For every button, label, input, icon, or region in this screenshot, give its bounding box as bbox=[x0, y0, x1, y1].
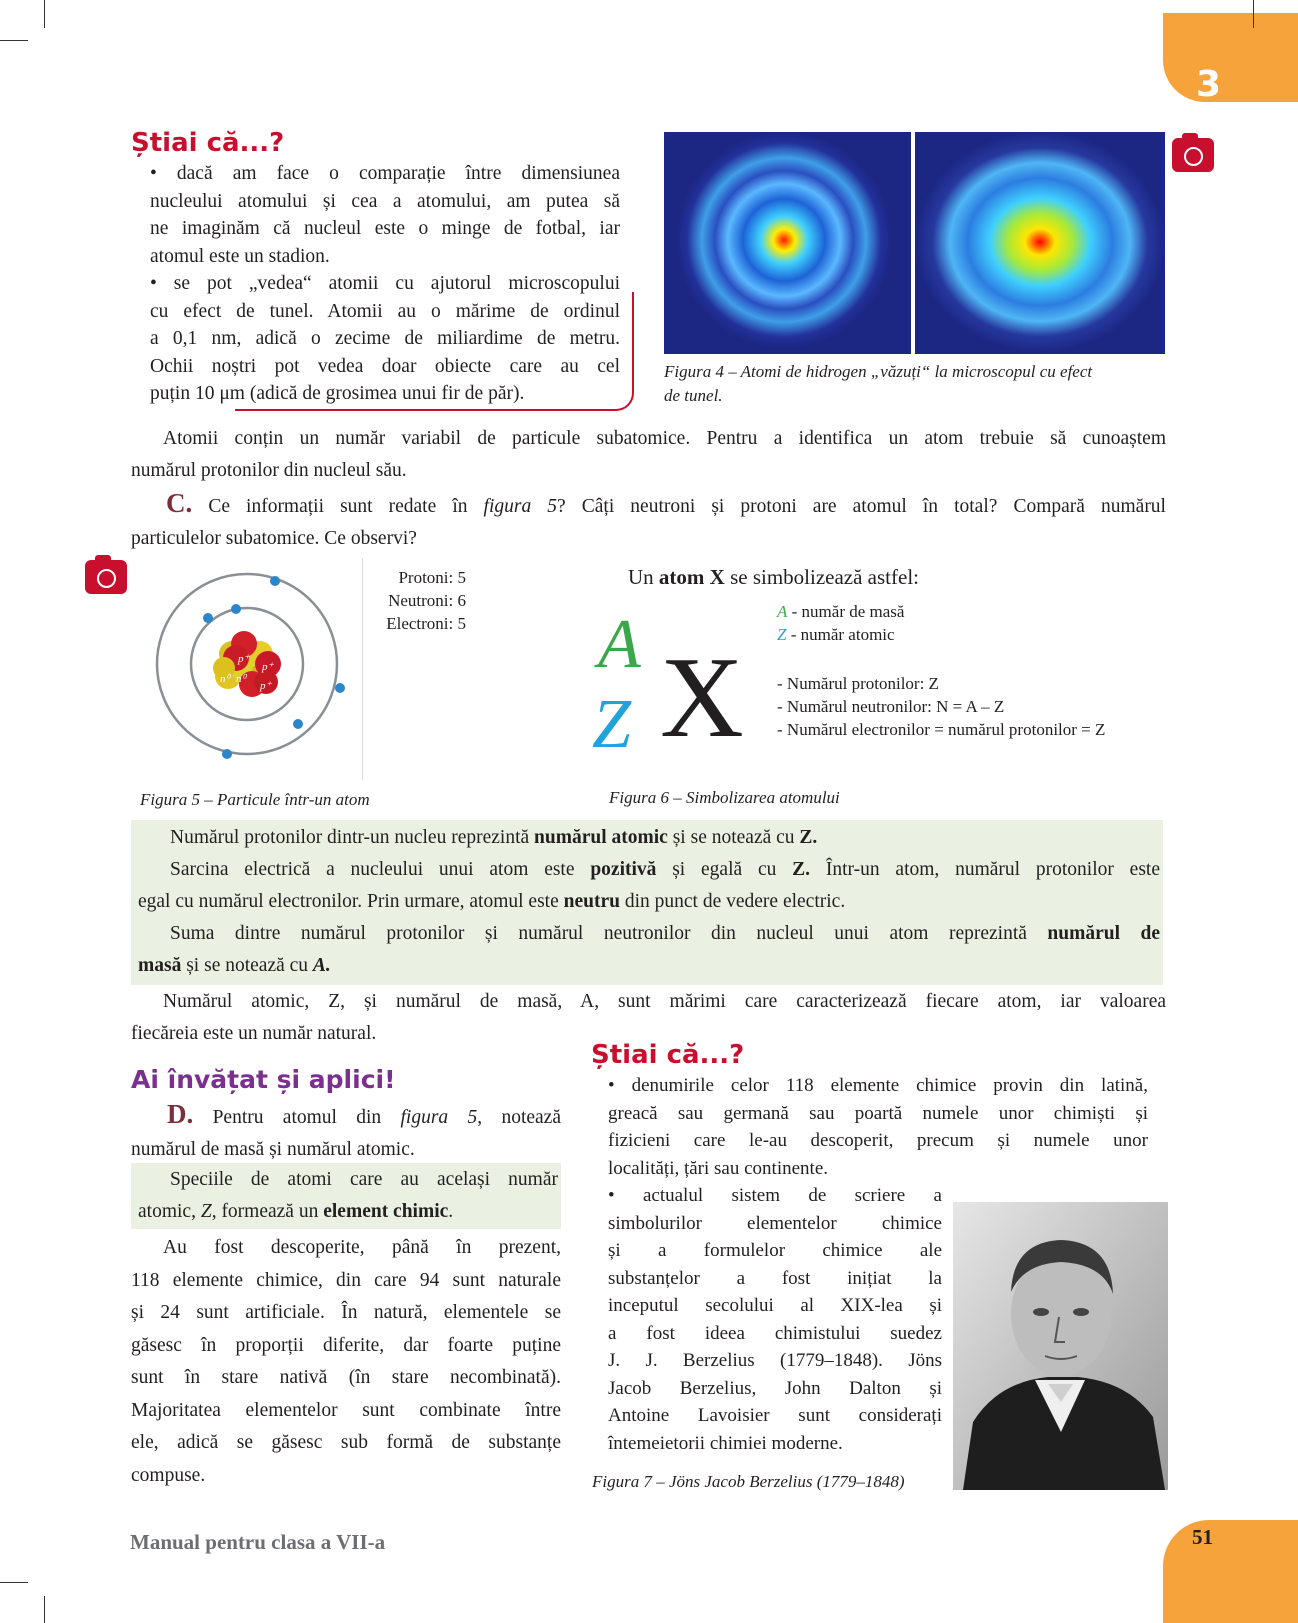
nucleus-label: n⁰ bbox=[236, 673, 246, 685]
text-line: simbolurilor elementelor chimice bbox=[608, 1212, 942, 1234]
text-line: • denumirile celor 118 elemente chimice provin din latină, bbox=[608, 1075, 1148, 1096]
chapter-number: 3 bbox=[1196, 64, 1222, 105]
atomic-number-symbol: Z bbox=[592, 686, 631, 763]
crop-mark bbox=[44, 0, 45, 28]
text-line: numărul protonilor din nucleul său. bbox=[131, 460, 407, 481]
page-number-tab bbox=[1163, 1520, 1298, 1623]
electrons-label: Electroni: 5 bbox=[386, 614, 466, 633]
text-line: • dacă am face o comparație între dimensiunea bbox=[150, 163, 620, 184]
text-line: Antoine Lavoisier sunt considerați bbox=[608, 1405, 942, 1426]
neutrons-label: Neutroni: 6 bbox=[388, 591, 466, 610]
figure-ref: figura 5 bbox=[483, 496, 558, 517]
figure-7-caption: Figura 7 – Jöns Jacob Berzelius (1779–1848) bbox=[592, 1472, 905, 1491]
task-text: numărul de masă și numărul atomic. bbox=[131, 1139, 415, 1160]
camera-icon bbox=[85, 560, 127, 594]
text-line: a 0,1 nm, adică o zecime de miliardime de metru. bbox=[150, 328, 620, 349]
figure-6-legend bbox=[777, 600, 904, 646]
figure-4-caption bbox=[664, 360, 1184, 408]
text: se simbolizează astfel: bbox=[724, 565, 919, 589]
legend-symbol: Z bbox=[777, 625, 787, 644]
camera-icon bbox=[1172, 138, 1214, 172]
crop-mark bbox=[1253, 0, 1254, 28]
mass-number-symbol: A bbox=[598, 606, 641, 683]
definition-line bbox=[138, 854, 1160, 886]
text-line: Numărul atomic, Z, și numărul de masă, A, sunt mărimi care caracterizează fiecare atom, iar valoarea bbox=[163, 991, 1166, 1012]
text-line: atomul este un stadion. bbox=[150, 245, 330, 267]
paragraph-atoms bbox=[131, 423, 1166, 487]
text-line: compuse. bbox=[131, 1464, 206, 1486]
task-text: Ce informații sunt redate în bbox=[208, 496, 484, 517]
crop-mark bbox=[0, 40, 28, 41]
berzelius-portrait bbox=[953, 1202, 1168, 1490]
legend-symbol: A bbox=[777, 602, 788, 621]
portrait-engraving bbox=[953, 1202, 1168, 1490]
stiai-box-2 bbox=[608, 1072, 1148, 1182]
crop-mark bbox=[0, 1582, 28, 1583]
text-line: cu efect de tunel. Atomii au o mărime de ordinul bbox=[150, 300, 620, 322]
text-line: Majoritatea elementelor sunt combinate între bbox=[131, 1399, 561, 1421]
figure-ref: figura 5 bbox=[400, 1107, 478, 1128]
nucleus-label: p⁺ bbox=[238, 653, 250, 665]
hydrogen-atom-image bbox=[915, 132, 1165, 354]
text: egal cu numărul electronilor. Prin urmare, atomul este bbox=[138, 891, 564, 912]
stiai-title: Știai că...? bbox=[131, 128, 285, 158]
text: Numărul protonilor dintr-un nucleu reprezintă bbox=[170, 827, 535, 848]
text: și se notează cu bbox=[667, 827, 800, 848]
figure-5-caption: Figura 5 – Particule într-un atom bbox=[140, 790, 370, 809]
text-line: J. J. Berzelius (1779–1848). Jöns bbox=[608, 1350, 942, 1371]
text-line: • actualul sistem de scriere a bbox=[608, 1185, 942, 1206]
rule-line: - Numărul electronilor = numărul protonilor = Z bbox=[777, 720, 1106, 739]
task-letter: D. bbox=[167, 1099, 194, 1129]
particle-counts bbox=[366, 566, 466, 635]
nucleus-label: p⁺ bbox=[260, 680, 272, 692]
element-symbol-x: X bbox=[660, 634, 744, 762]
text-line: Ochii noștri pot vedea doar obiecte care au cel bbox=[150, 355, 620, 377]
term-mass-number: masă bbox=[138, 955, 182, 976]
stm-image-right bbox=[915, 132, 1165, 354]
text-line: greacă sau germană sau poartă numele unor chimiști și bbox=[608, 1102, 1148, 1124]
atom-diagram bbox=[140, 558, 362, 780]
text-line: inceputul secolului al XIX-lea și bbox=[608, 1295, 942, 1316]
term-atomic-number: numărul atomic bbox=[534, 827, 668, 848]
figure-6-title bbox=[628, 565, 919, 590]
legend-text: - număr atomic bbox=[786, 625, 895, 644]
text: și se notează cu bbox=[181, 955, 313, 976]
term-neutral: neutru bbox=[563, 891, 620, 912]
symbol: Z bbox=[200, 1201, 212, 1222]
task-text: ? Câți neutroni și protoni are atomul în total? Compară numărul bbox=[557, 496, 1166, 517]
text-line: ne imaginăm că nucleul este o minge de fotbal, iar bbox=[150, 218, 620, 239]
term-mass-number: numărul de bbox=[1047, 923, 1160, 944]
rule-line: - Numărul protonilor: Z bbox=[777, 674, 939, 693]
text-line: 118 elemente chimice, din care 94 sunt naturale bbox=[131, 1269, 561, 1291]
text-line: • se pot „vedea“ atomii cu ajutorul microscopului bbox=[150, 273, 620, 294]
text-line: și 24 sunt artificiale. În natură, elementele se bbox=[131, 1302, 561, 1323]
task-letter: C. bbox=[166, 488, 193, 518]
text: Suma dintre numărul protonilor și numărul neutronilor din nucleul unui atom reprezintă bbox=[170, 923, 1048, 944]
stiai-box-2-bullet-2 bbox=[608, 1182, 942, 1457]
text-line: ele, adică se găsesc sub formă de substanțe bbox=[131, 1432, 561, 1453]
footer-book-title: Manual pentru clasa a VII-a bbox=[130, 1530, 386, 1554]
text-line: Speciile de atomi care au același număr bbox=[170, 1169, 558, 1190]
symbol: Z. bbox=[792, 859, 811, 880]
text-line: sunt în stare nativă (în stare necombinată). bbox=[131, 1367, 561, 1388]
decorative-bracket bbox=[610, 292, 634, 411]
text-line: Jacob Berzelius, John Dalton și bbox=[608, 1377, 942, 1399]
rule-line: - Numărul neutronilor: N = A – Z bbox=[777, 697, 1005, 716]
caption-line: de tunel. bbox=[664, 386, 723, 405]
atom-x-label: atom X bbox=[658, 565, 725, 589]
stiai-title: Știai că...? bbox=[591, 1040, 745, 1070]
hydrogen-atom-image bbox=[664, 132, 911, 354]
crop-mark bbox=[44, 1596, 45, 1623]
symbol: Z. bbox=[799, 827, 818, 848]
text-line: și a formulelor chimice ale bbox=[608, 1240, 942, 1261]
element-definition-box bbox=[131, 1163, 561, 1229]
term-chemical-element: element chimic bbox=[323, 1201, 449, 1222]
atom-model bbox=[140, 558, 363, 780]
text: atomic, bbox=[138, 1201, 201, 1222]
caption-line: Figura 4 – Atomi de hidrogen „văzuți“ la microscopul cu efect bbox=[664, 362, 1093, 381]
task-text: Pentru atomul din bbox=[193, 1107, 401, 1128]
term-positive: pozitivă bbox=[590, 859, 657, 880]
text-line: substanțelor a fost inițiat la bbox=[608, 1267, 942, 1289]
text: , formează un bbox=[211, 1201, 324, 1222]
text-line: puțin 10 μm (adică de grosimea unui fir de păr). bbox=[150, 383, 525, 404]
figure-6-caption: Figura 6 – Simbolizarea atomului bbox=[609, 788, 840, 807]
text-line bbox=[138, 1196, 558, 1228]
text-line: localități, țări sau continente. bbox=[608, 1157, 829, 1179]
stm-image-left bbox=[664, 132, 911, 354]
text: din punct de vedere electric. bbox=[619, 891, 846, 912]
text-line: Atomii conțin un număr variabil de particule subatomice. Pentru a identifica un atom trebuie să cunoaștem bbox=[163, 428, 1166, 449]
text-line: Au fost descoperite, până în prezent, bbox=[163, 1237, 561, 1258]
task-text: , notează bbox=[477, 1107, 561, 1128]
text: . bbox=[448, 1201, 454, 1222]
text-line: nucleului atomului și cea a atomului, am putea să bbox=[150, 190, 620, 212]
stiai-box-1 bbox=[150, 160, 620, 408]
task-text: particulelor subatomice. Ce observi? bbox=[131, 528, 417, 549]
definition-line bbox=[138, 822, 1160, 854]
text: Sarcina electrică a nucleului unui atom este bbox=[170, 859, 591, 880]
paragraph-elements bbox=[131, 1232, 561, 1492]
section-title: Ai învățat și aplici! bbox=[131, 1065, 396, 1094]
nucleus-label: p⁺ bbox=[262, 661, 274, 673]
text-line: fiecăreia este un număr natural. bbox=[131, 1023, 377, 1044]
text-line: găsesc în proporții diferite, dar foarte puține bbox=[131, 1334, 561, 1356]
nucleus-label: n⁰ bbox=[220, 673, 230, 685]
definition-line bbox=[138, 886, 1160, 918]
chapter-tab bbox=[1163, 13, 1298, 102]
definition-line bbox=[138, 950, 1160, 982]
task-c bbox=[131, 487, 1166, 555]
task-d bbox=[131, 1098, 561, 1166]
page-number: 51 bbox=[1192, 1525, 1213, 1549]
definition-box bbox=[131, 820, 1163, 985]
decorative-underline bbox=[235, 409, 615, 411]
text: Într-un atom, numărul protonilor este bbox=[810, 859, 1160, 880]
figure-6-rules bbox=[777, 672, 1105, 741]
text-line: întemeietorii chimiei moderne. bbox=[608, 1432, 843, 1454]
text: și egală cu bbox=[656, 859, 793, 880]
text: Un bbox=[628, 565, 659, 589]
text-line: fizicieni care le-au descoperit, precum și numele unor bbox=[608, 1130, 1148, 1151]
symbol: A. bbox=[312, 955, 331, 976]
protons-label: Protoni: 5 bbox=[398, 568, 466, 587]
definition-line bbox=[138, 918, 1160, 950]
text-line: a fost ideea chimistului suedez bbox=[608, 1322, 942, 1344]
legend-text: - număr de masă bbox=[787, 602, 905, 621]
